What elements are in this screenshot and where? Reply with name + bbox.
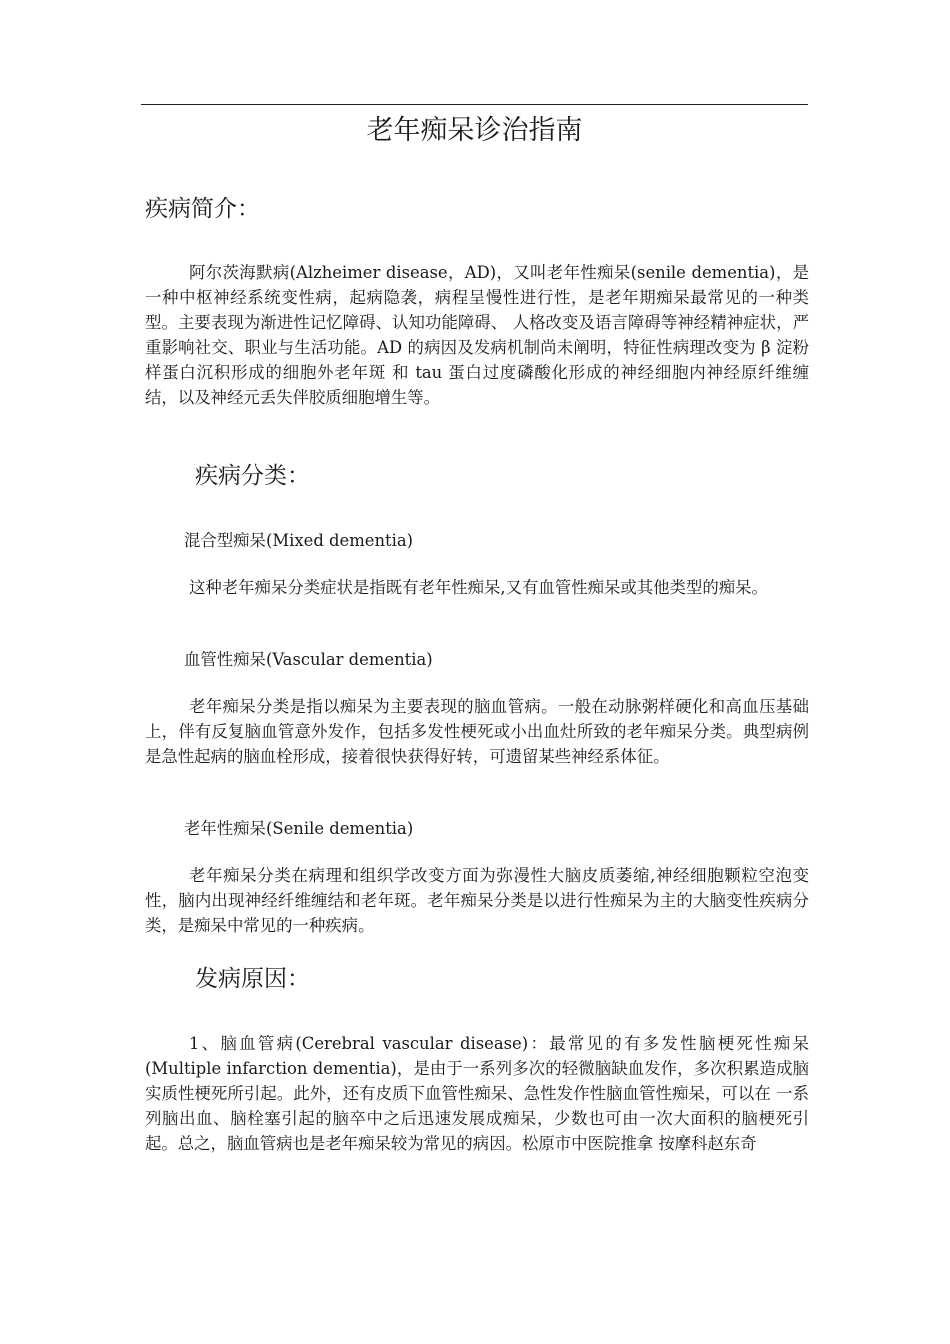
- page-title: 老年痴呆诊治指南: [366, 115, 583, 146]
- senile-dementia-paragraph: 老年痴呆分类在病理和组织学改变方面为弥漫性大脑皮质萎缩,神经细胞颗粒空泡变性，脑内出现神经纤维缠结和老年斑。老年痴呆分类是以进行性痴呆为主的大脑变性疾病分类，是痴呆中常见的一种疾病。: [145, 866, 809, 935]
- mixed-dementia-title: 混合型痴呆(Mixed dementia): [184, 531, 414, 550]
- vascular-dementia-title: 血管性痴呆(Vascular dementia): [184, 650, 433, 669]
- header-rule: [141, 104, 808, 105]
- intro-heading: 疾病简介：: [145, 196, 260, 222]
- causes-paragraph: 1、脑血管病(Cerebral vascular disease)：最常见的有多发性脑梗死性痴呆(Multiple infarction dementia)，是由于一系列多次的轻微脑缺血发作，多次积累造成脑实质性梗死所引起。此外，还有皮质下血管性痴呆、急性发作性脑血管性痴呆，可以在 一系列脑出血、脑栓塞引起的脑卒中之后迅速发展成痴呆，少数也可由一次大面积的脑梗死引起。总之，脑血管病也是老年痴呆较为常见的病因。松原市中医院推拿 按摩科赵东奇: [145, 1034, 809, 1153]
- vascular-dementia-paragraph: 老年痴呆分类是指以痴呆为主要表现的脑血管病。一般在动脉粥样硬化和高血压基础上，伴有反复脑血管意外发作，包括多发性梗死或小出血灶所致的老年痴呆分类。典型病例是急性起病的脑血栓形成，接着很快获得好转，可遗留某些神经系体征。: [145, 697, 809, 766]
- intro-paragraph: 阿尔茨海默病(Alzheimer disease，AD)，又叫老年性痴呆(senile dementia)，是一种中枢神经系统变性病，起病隐袭，病程呈慢性进行性，是老年期痴呆最常见的一种类型。主要表现为渐进性记忆障碍、认知功能障碍、 人格改变及语言障碍等神经精神症状，严重影响社交、职业与生活功能。AD 的病因及发病机制尚未阐明，特征性病理改变为 β 淀粉样蛋白沉积形成的细胞外老年斑 和 tau 蛋白过度磷酸化形成的神经细胞内神经原纤维缠结，以及神经元丢失伴胶质细胞增生等。: [145, 263, 809, 407]
- mixed-dementia-paragraph: 这种老年痴呆分类症状是指既有老年性痴呆,又有血管性痴呆或其他类型的痴呆。: [189, 578, 768, 597]
- causes-heading: 发病原因：: [195, 966, 310, 992]
- senile-dementia-title: 老年性痴呆(Senile dementia): [184, 819, 414, 838]
- classification-heading: 疾病分类：: [195, 463, 310, 489]
